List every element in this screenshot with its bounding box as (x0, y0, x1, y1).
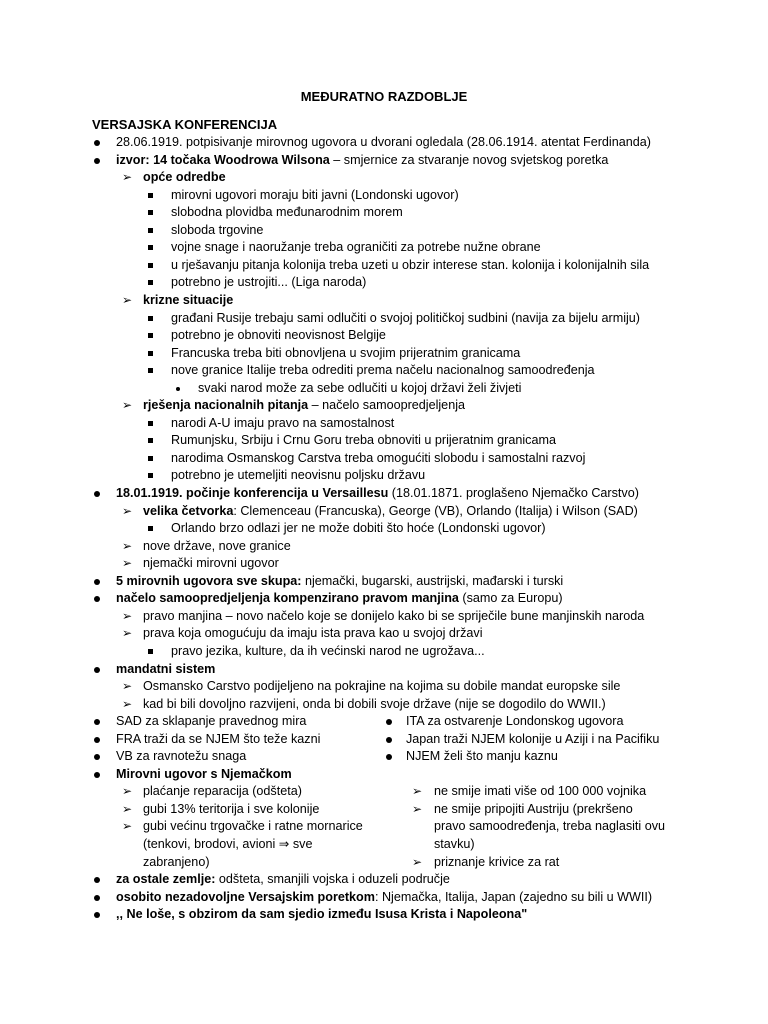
arrow-bullet-icon: ➢ (122, 503, 133, 518)
square-bullet-icon (148, 421, 153, 426)
list-item-text (171, 362, 595, 379)
bold-text: osobito nezadovoljne Versajskim poretkom (116, 889, 375, 904)
list-item-text (116, 713, 306, 730)
text-segment: svaki narod može za sebe odlučiti u kojoj državi želi živjeti (198, 380, 522, 395)
text-segment: vojne snage i naoružanje treba ograničiti za potrebe nužne obrane (171, 240, 541, 255)
text-segment: – načelo samoopredjeljenja (308, 398, 465, 413)
arrow-bullet-icon: ➢ (122, 626, 133, 641)
list-item-text (171, 310, 640, 327)
text-segment: stavku) (434, 837, 475, 851)
list-item-text (171, 327, 386, 344)
square-bullet-icon (148, 316, 153, 321)
list-item-text (143, 538, 291, 555)
bullet-dot-icon (94, 596, 100, 602)
arrow-bullet-icon: ➢ (122, 784, 133, 799)
list-item-text (434, 801, 633, 818)
text-segment: plaćanje reparacija (odšteta) (143, 784, 302, 799)
text-segment: gubi većinu trgovačke i ratne mornarice (143, 819, 363, 834)
list-item-text (171, 187, 459, 204)
list-item-text (116, 766, 292, 783)
text-segment: odšteta, smanjili vojska i oduzeli područje (215, 872, 450, 887)
text-segment: narodi A-U imaju pravo na samostalnost (171, 415, 395, 430)
bullet-dot-icon (94, 579, 100, 585)
list-item-text (143, 678, 620, 695)
list-item-text (171, 204, 403, 221)
square-bullet-icon (148, 368, 153, 373)
list-item-text (116, 152, 608, 169)
text-segment: VB za ravnotežu snaga (116, 749, 247, 764)
arrow-bullet-icon: ➢ (122, 679, 133, 694)
text-segment: potrebno je obnoviti neovisnost Belgije (171, 328, 386, 343)
list-item-text (406, 731, 659, 748)
list-item-text (434, 783, 646, 800)
square-bullet-icon (148, 473, 153, 478)
text-segment: pravo samoodređenja, treba naglasiti ovu (434, 819, 666, 834)
bullet-dot-icon (94, 877, 100, 883)
bold-text: 18.01.1919. počinje konferencija u Versaillesu (116, 486, 389, 500)
text-segment: ne smije pripojiti Austriju (prekršeno (434, 801, 633, 816)
list-item-text (171, 257, 649, 274)
list-item-text (171, 222, 263, 239)
list-item-text (116, 889, 652, 906)
list-item-text (143, 783, 302, 800)
text-segment: ITA za ostvarenje Londonskog ugovora (406, 714, 624, 729)
list-item-text (434, 818, 665, 835)
list-item-text (143, 854, 210, 871)
arrow-bullet-icon: ➢ (122, 819, 133, 834)
list-item-text (171, 239, 541, 256)
list-item-text (143, 801, 319, 818)
list-item-text (406, 748, 558, 765)
bullet-dot-icon (94, 491, 100, 497)
text-segment: (18.01.1871. proglašeno Njemačko Carstvo) (388, 486, 639, 500)
bullet-dot-icon (94, 895, 100, 901)
text-segment: u rješavanju pitanja kolonija treba uzeti u obzir interese stan. kolonija i kolonijalnih sila (171, 257, 650, 272)
bullet-dot-icon (94, 158, 100, 164)
text-segment: nove granice Italije treba odrediti prema načelu nacionalnog samoodređenja (171, 363, 595, 378)
text-segment: (samo za Europu) (458, 591, 563, 606)
list-item-text (116, 661, 215, 678)
text-segment: kad bi bili dovoljno razvijeni, onda bi dobili svoje države (nije se dogodilo do WWII.) (143, 696, 606, 711)
list-item-text (143, 625, 483, 642)
bullet-dot-icon (386, 754, 392, 760)
text-segment: gubi 13% teritorija i sve kolonije (143, 801, 320, 816)
section-heading: VERSAJSKA KONFERENCIJA (92, 117, 278, 132)
list-item-text (171, 520, 546, 537)
square-bullet-icon (148, 193, 153, 198)
text-segment: njemački mirovni ugovor (143, 556, 279, 571)
bullet-dot-icon (94, 719, 100, 725)
bullet-dot-icon (386, 719, 392, 725)
text-segment: građani Rusije trebaju sami odlučiti o svojoj političkoj sudbini (navija za bijelu armiju) (171, 310, 640, 325)
bullet-dot-icon (94, 754, 100, 760)
square-bullet-icon (148, 333, 153, 338)
bold-text: opće odredbe (143, 170, 226, 185)
list-item-text (171, 345, 520, 362)
text-segment: : Njemačka, Italija, Japan (zajedno su bili u WWII) (374, 889, 653, 904)
text-segment: njemački, bugarski, austrijski, mađarski i turski (301, 573, 564, 588)
text-segment: sloboda trgovine (171, 222, 264, 237)
list-item-text (434, 836, 475, 853)
text-segment: ne smije imati više od 100 000 vojnika (434, 784, 647, 799)
bold-text: rješenja nacionalnih pitanja (143, 398, 309, 413)
bold-text: za ostale zemlje: (116, 872, 216, 887)
square-bullet-icon (148, 263, 153, 268)
bold-text: ,, Ne loše, s obzirom da sam sjedio između Isusa Krista i Napoleona" (116, 907, 528, 922)
text-segment: SAD za sklapanje pravednog mira (116, 714, 307, 729)
text-segment: : Clemenceau (Francuska), George (VB), Orlando (Italija) i Wilson (SAD) (233, 503, 638, 518)
bold-text: 5 mirovnih ugovora sve skupa: (116, 573, 302, 588)
arrow-bullet-icon: ➢ (122, 696, 133, 711)
bullet-dot-icon (94, 912, 100, 918)
list-item-text (143, 555, 279, 572)
arrow-bullet-icon: ➢ (412, 854, 423, 869)
bold-text: Mirovni ugovor s Njemačkom (116, 766, 292, 781)
arrow-bullet-icon: ➢ (412, 784, 423, 799)
arrow-bullet-icon: ➢ (412, 801, 423, 816)
bold-text: mandatni sistem (116, 661, 216, 676)
text-segment: prava koja omogućuju da imaju ista prava kao u svojoj državi (143, 626, 483, 641)
list-item-text (143, 503, 638, 520)
square-bullet-icon (148, 351, 153, 356)
bold-text: načelo samoopredjeljenja kompenzirano pravom manjina (116, 591, 459, 606)
list-item-text (143, 169, 226, 186)
small-dot-bullet-icon (176, 387, 180, 391)
bold-text: krizne situacije (143, 292, 234, 307)
list-item-text (143, 292, 233, 309)
text-segment: Orlando brzo odlazi jer ne može dobiti što hoće (Londonski ugovor) (171, 521, 546, 536)
text-segment: Japan traži NJEM kolonije u Aziji i na Pacifiku (406, 731, 660, 746)
list-item-text (116, 590, 563, 607)
list-item-text (171, 415, 394, 432)
list-item-text (116, 485, 639, 502)
square-bullet-icon (148, 526, 153, 531)
text-segment: pravo manjina – novo načelo koje se donijelo kako bi se spriječile bune manjinskih naroda (143, 608, 645, 623)
text-segment: zabranjeno) (143, 854, 210, 869)
list-item-text (143, 696, 606, 713)
text-segment: Francuska treba biti obnovljena u svojim prijeratnim granicama (171, 345, 521, 360)
square-bullet-icon (148, 649, 153, 654)
bullet-dot-icon (94, 737, 100, 743)
square-bullet-icon (148, 438, 153, 443)
list-item-text (116, 573, 563, 590)
list-item-text (198, 380, 521, 397)
list-item-text (116, 871, 450, 888)
list-item-text (116, 906, 527, 923)
list-item-text (406, 713, 624, 730)
text-segment: Rumunjsku, Srbiju i Crnu Goru treba obnoviti u prijeratnim granicama (171, 433, 556, 448)
bullet-dot-icon (94, 667, 100, 673)
bold-text: izvor: 14 točaka Woodrowa Wilsona (116, 152, 330, 167)
square-bullet-icon (148, 228, 153, 233)
arrow-bullet-icon: ➢ (122, 170, 133, 185)
list-item-text (116, 134, 651, 151)
arrow-bullet-icon: ➢ (122, 556, 133, 571)
list-item-text (171, 467, 425, 484)
list-item-text (116, 748, 246, 765)
arrow-bullet-icon: ➢ (122, 538, 133, 553)
text-segment: 28.06.1919. potpisivanje mirovnog ugovora u dvorani ogledala (28.06.1914. atentat Ferdinanda) (116, 135, 651, 149)
list-item-text (171, 643, 485, 660)
text-segment: potrebno je ustrojiti... (Liga naroda) (171, 275, 367, 290)
text-segment: priznanje krivice za rat (434, 854, 560, 869)
square-bullet-icon (148, 456, 153, 461)
text-segment: (tenkovi, brodovi, avioni ⇒ sve (143, 837, 313, 851)
list-item-text (171, 450, 585, 467)
arrow-bullet-icon: ➢ (122, 292, 133, 307)
arrow-bullet-icon: ➢ (122, 608, 133, 623)
text-segment: pravo jezika, kulture, da ih većinski narod ne ugrožava... (171, 643, 485, 658)
bullet-dot-icon (94, 140, 100, 146)
text-segment: nove države, nove granice (143, 538, 291, 553)
arrow-bullet-icon: ➢ (122, 398, 133, 413)
list-item-text (143, 608, 644, 625)
text-segment: Osmansko Carstvo podijeljeno na pokrajine na kojima su dobile mandat europske sile (143, 679, 621, 694)
text-segment: FRA traži da se NJEM što teže kazni (116, 731, 321, 746)
text-segment: slobodna plovidba međunarodnim morem (171, 205, 403, 220)
list-item-text (434, 854, 559, 871)
text-segment: – smjernice za stvaranje novog svjetskog poretka (329, 152, 609, 167)
list-item-text (116, 731, 320, 748)
list-item-text (143, 836, 312, 853)
arrow-bullet-icon: ➢ (122, 801, 133, 816)
text-segment: narodima Osmanskog Carstva treba omogućiti slobodu i samostalni razvoj (171, 450, 586, 465)
text-segment: mirovni ugovori moraju biti javni (Londonski ugovor) (171, 187, 459, 202)
bullet-dot-icon (386, 737, 392, 743)
square-bullet-icon (148, 245, 153, 250)
page-title: MEĐURATNO RAZDOBLJE (300, 89, 468, 104)
text-segment: potrebno je utemeljiti neovisnu poljsku državu (171, 468, 426, 483)
list-item-text (143, 397, 465, 414)
square-bullet-icon (148, 210, 153, 215)
text-segment: NJEM želi što manju kaznu (406, 749, 558, 764)
list-item-text (171, 432, 556, 449)
list-item-text (143, 818, 363, 835)
bold-text: velika četvorka (143, 503, 234, 518)
bullet-dot-icon (94, 772, 100, 778)
square-bullet-icon (148, 280, 153, 285)
list-item-text (171, 274, 366, 291)
